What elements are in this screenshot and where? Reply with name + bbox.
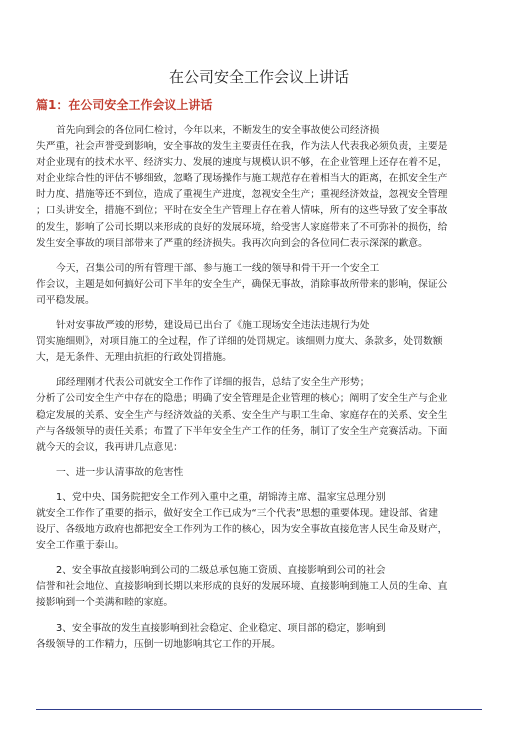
- paragraph-line: 产与各级领导的责任关系；布置了下半年安全生产工作的任务，制订了安全生产竞赛活动。下面: [36, 425, 448, 437]
- paragraph-line: 大，是无条件、无理由抗拒的行政处罚措施。: [36, 352, 232, 364]
- paragraph-line: 分析了公司安全生产中存在的隐患；明确了安全管理是企业管理的核心；阐明了安全生产与企业: [36, 393, 448, 405]
- paragraph-line: 今天，召集公司的所有管理干部、参与施工一线的领导和骨干开一个安全工: [56, 262, 380, 274]
- body-paragraph: [36, 375, 482, 455]
- document-title: 在公司安全工作会议上讲话: [168, 68, 349, 86]
- body-paragraph: [36, 465, 482, 481]
- paragraph-line: 针对安事故严竣的形势，建设局已出台了《施工现场安全违法违规行为处: [56, 320, 370, 332]
- paragraph-line: 设厅、各级地方政府也都把安全工作列为工作的核心，因为安全事故直接危害人民生命及财产，: [36, 524, 448, 536]
- paragraph-line: 邱经理刚才代表公司就安全工作作了详细的报告，总结了安全生产形势；: [56, 377, 370, 389]
- paragraph-line: 信誉和社会地位、直接影响到长期以来形成的良好的发展环境、直接影响到施工人员的生命、直: [36, 581, 448, 593]
- body-paragraph: [36, 123, 482, 252]
- footer-divider: [36, 709, 482, 710]
- paragraph-line: 罚实施细则》，对项目施工的全过程，作了详细的处罚规定。该细则力度大、条款多，处罚数额: [36, 336, 443, 348]
- document-body: [36, 123, 482, 653]
- body-paragraph: [36, 490, 482, 554]
- body-paragraph: [36, 563, 482, 611]
- paragraph-line: 各级领导的工作精力，压倒一切地影响其它工作的开展。: [36, 638, 281, 650]
- section-heading: 篇1：在公司安全工作会议上讲话: [36, 98, 213, 112]
- paragraph-line: 对企业综合性的评估不够细致，忽略了现场操作与施工规范存在着相当大的距离，在抓安全生产: [36, 173, 448, 185]
- paragraph-line: 失严重，社会声誉受到影响，安全事故的发生主要责任在我，作为法人代表我必须负责，主要是: [36, 141, 448, 153]
- paragraph-line: 作会议，主题是如何搞好公司下半年的安全生产，确保无事故，消除事故所带来的影响，保证公: [36, 278, 448, 290]
- paragraph-line: 稳定发展的关系、安全生产与经济效益的关系、安全生产与职工生命、家庭存在的关系、安全生: [36, 409, 448, 421]
- paragraph-line: 1、党中央、国务院把安全工作列入重中之重，胡锦涛主席、温家宝总理分别: [56, 491, 386, 503]
- body-paragraph: [36, 261, 482, 309]
- body-paragraph: [36, 318, 482, 366]
- paragraph-line: 3、安全事故的发生直接影响到社会稳定、企业稳定、项目部的稳定，影响到: [56, 622, 386, 634]
- paragraph-line: 时力度、措施等还不到位，造成了重视生产进度，忽视安全生产；重视经济效益，忽视安全管理: [36, 189, 448, 201]
- paragraph-line: 首先向到会的各位同仁检讨，今年以来，不断发生的安全事故使公司经济损: [56, 125, 380, 136]
- paragraph-line: 发生安全事故的项目部带来了严重的经济损失。我再次向到会的各位同仁表示深深的歉意。: [36, 237, 428, 249]
- body-paragraph: [36, 621, 482, 653]
- paragraph-line: ；口头讲安全，措施不到位；平时在安全生产管理上存在着人情味，所有的这些导致了安全事故: [36, 205, 448, 217]
- paragraph-line: 司平稳发展。: [36, 294, 95, 306]
- paragraph-line: 接影响到一个美满和睦的家庭。: [36, 597, 174, 609]
- paragraph-line: 就安全工作作了重要的指示，做好安全工作已成为“三个代表”思想的重要体现。建设部、省建: [36, 507, 439, 519]
- paragraph-line: 对企业现有的技术水平、经济实力、发展的速度与规模认识不够，在企业管理上还存在着不足，: [36, 157, 448, 169]
- paragraph-line: 就今天的会议，我再讲几点意见：: [36, 441, 183, 453]
- paragraph-line: 一、进一步认清事故的危害性: [56, 466, 184, 478]
- paragraph-line: 安全工作重于泰山。: [36, 540, 125, 552]
- paragraph-line: 2、安全事故直接影响到公司的二级总承包施工资质、直接影响到公司的社会: [56, 565, 386, 577]
- paragraph-line: 的发生，影响了公司长期以来形成的良好的发展环境，给受害人家庭带来了不可弥补的损伤，给: [36, 221, 448, 233]
